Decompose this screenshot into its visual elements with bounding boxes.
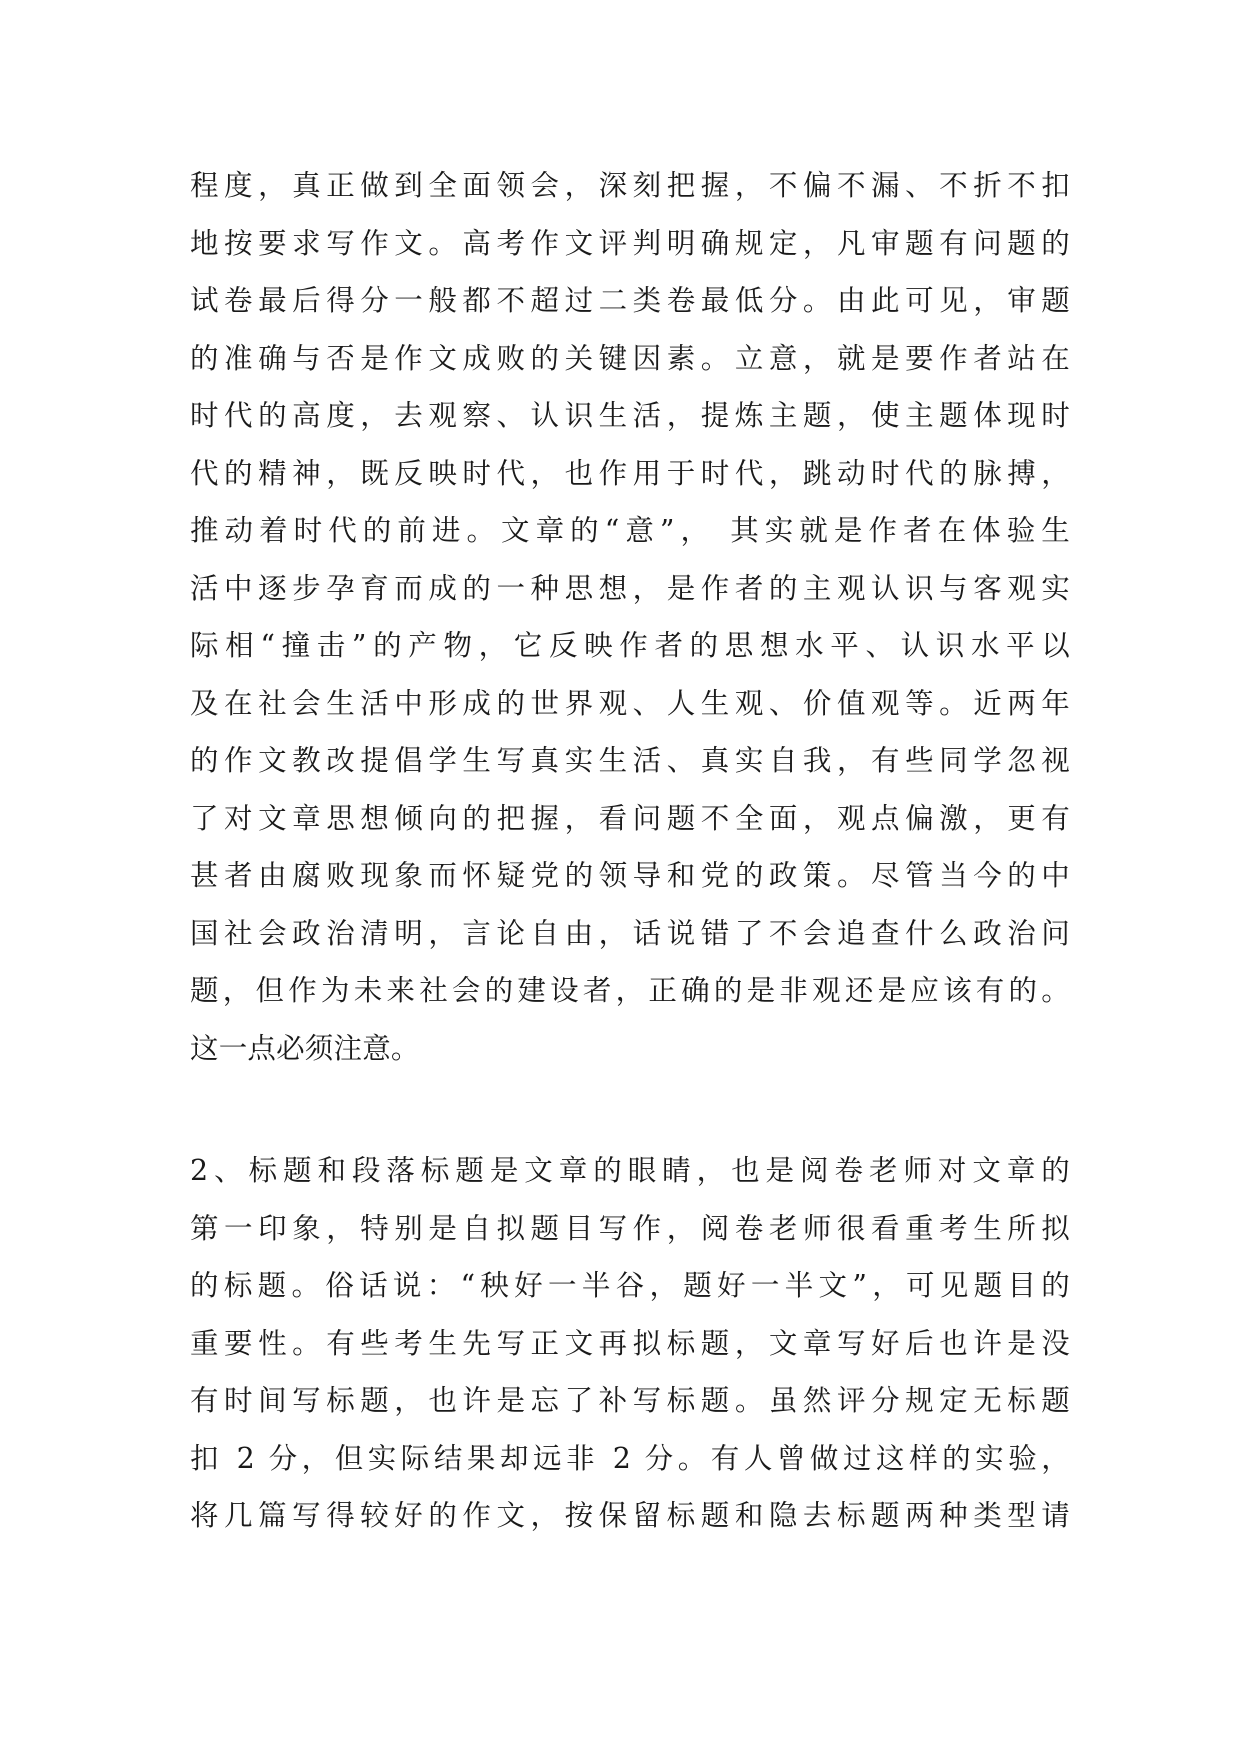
paragraph-2 bbox=[190, 1142, 1070, 1545]
text-line: 有时间写标题，也许是忘了补写标题。虽然评分规定无标题 bbox=[190, 1384, 1070, 1417]
text-line: 程度，真正做到全面领会，深刻把握，不偏不漏、不折不扣 bbox=[190, 169, 1070, 202]
text-line: 扣 2 分，但实际结果却远非 2 分。有人曾做过这样的实验， bbox=[190, 1441, 1070, 1475]
text-line: 地按要求写作文。高考作文评判明确规定，凡审题有问题的 bbox=[190, 226, 1070, 260]
text-line: 的准确与否是作文成败的关键因素。立意，就是要作者站在 bbox=[190, 341, 1070, 375]
text-line: 的标题。俗话说：“秧好一半谷，题好一半文”，可见题目的 bbox=[190, 1269, 1070, 1302]
text-line: 代的精神，既反映时代，也作用于时代，跳动时代的脉搏， bbox=[190, 456, 1070, 490]
text-line: 推动着时代的前进。文章的“意”， 其实就是作者在体验生 bbox=[190, 514, 1070, 547]
text-line: 这一点必须注意。 bbox=[190, 1031, 420, 1065]
paragraph-1 bbox=[190, 157, 1070, 1077]
text-line: 重要性。有些考生先写正文再拟标题，文章写好后也许是没 bbox=[190, 1326, 1070, 1360]
text-line: 试卷最后得分一般都不超过二类卷最低分。由此可见，审题 bbox=[190, 284, 1070, 317]
text-line: 甚者由腐败现象而怀疑党的领导和党的政策。尽管当今的中 bbox=[190, 859, 1070, 892]
text-line: 将几篇写得较好的作文，按保留标题和隐去标题两种类型请 bbox=[190, 1499, 1070, 1532]
text-line: 的作文教改提倡学生写真实生活、真实自我，有些同学忽视 bbox=[190, 744, 1070, 777]
text-line: 了对文章思想倾向的把握，看问题不全面，观点偏激，更有 bbox=[190, 801, 1070, 835]
text-line: 活中逐步孕育而成的一种思想，是作者的主观认识与客观实 bbox=[190, 571, 1070, 605]
text-line: 及在社会生活中形成的世界观、人生观、价值观等。近两年 bbox=[190, 686, 1070, 720]
text-line: 题，但作为未来社会的建设者，正确的是非观还是应该有的。 bbox=[190, 974, 1070, 1007]
text-line: 际相“撞击”的产物，它反映作者的思想水平、认识水平以 bbox=[190, 629, 1070, 662]
text-line: 2、标题和段落标题是文章的眼睛，也是阅卷老师对文章的 bbox=[190, 1154, 1070, 1187]
text-line: 第一印象，特别是自拟题目写作，阅卷老师很看重考生所拟 bbox=[190, 1211, 1070, 1245]
text-line: 国社会政治清明，言论自由，话说错了不会追查什么政治问 bbox=[190, 916, 1070, 950]
text-line: 时代的高度，去观察、认识生活，提炼主题，使主题体现时 bbox=[190, 399, 1070, 432]
